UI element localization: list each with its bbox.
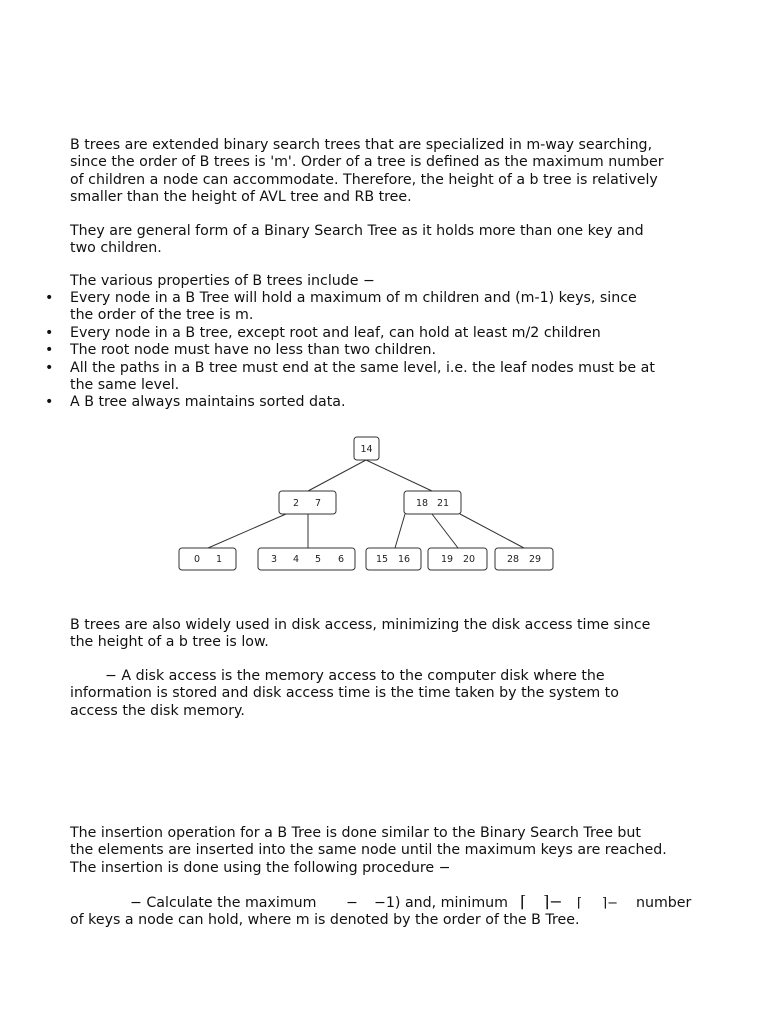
procedure-step xyxy=(70,892,710,930)
node-key: 4 xyxy=(292,554,300,565)
tree-edge xyxy=(366,460,432,491)
disk-access-paragraph xyxy=(70,668,702,720)
list-item xyxy=(70,342,710,359)
procedure-line2: of keys a node can hold, where m is denoted by the order of the B Tree. xyxy=(70,912,580,929)
tree-leaf xyxy=(258,548,355,570)
node-key: 0 xyxy=(193,554,201,565)
node-key: 1 xyxy=(215,554,223,565)
tree-leaf xyxy=(366,548,421,570)
list-item-line: • Every node in a B tree, except root and leaf, can hold at least m/2 children xyxy=(70,324,601,341)
node-key: 28 xyxy=(506,554,520,565)
general-form-line: They are general form of a Binary Search Tree as it holds more than one key and xyxy=(70,223,644,239)
list-item-line: the same level. xyxy=(70,377,180,394)
ceil-right-small: ⌉− xyxy=(602,896,618,911)
node-key: 2 xyxy=(292,498,300,509)
tree-node-root xyxy=(354,437,379,460)
tree-edge xyxy=(208,514,286,548)
node-key: 29 xyxy=(528,554,542,565)
list-item-line: • A B tree always maintains sorted data. xyxy=(70,394,346,411)
list-item-line: • Every node in a B Tree will hold a maximum of m children and (m-1) keys, since xyxy=(70,290,637,306)
tree-edge xyxy=(308,460,366,491)
node-key: 3 xyxy=(270,554,278,565)
intro-line: B trees are extended binary search trees that are specialized in m-way searching, xyxy=(70,137,653,153)
procedure-number: number xyxy=(636,895,692,911)
node-key: 19 xyxy=(440,554,454,565)
procedure-mid: −1) and, minimum xyxy=(374,895,508,911)
procedure-dash: − xyxy=(346,895,358,911)
node-key: 7 xyxy=(314,498,322,509)
procedure-lead: − Calculate the maximum xyxy=(130,895,317,911)
disk-usage-line: B trees are also widely used in disk access, minimizing the disk access time since xyxy=(70,617,651,633)
disk-access-line: information is stored and disk access time is the time taken by the system to xyxy=(70,685,619,702)
list-item xyxy=(70,325,710,342)
intro-line: of children a node can accommodate. Therefore, the height of a b tree is relatively xyxy=(70,171,658,188)
intro-line: since the order of B trees is 'm'. Order of a tree is defined as the maximum number xyxy=(70,154,664,171)
list-item-line: • All the paths in a B tree must end at the same level, i.e. the leaf nodes must be at xyxy=(70,359,655,376)
intro-line: smaller than the height of AVL tree and RB tree. xyxy=(70,189,412,206)
insertion-line: The insertion is done using the following procedure − xyxy=(70,859,451,876)
tree-edge xyxy=(395,514,405,548)
insertion-paragraph xyxy=(70,825,702,877)
disk-access-line: access the disk memory. xyxy=(70,702,245,719)
list-item xyxy=(70,360,710,395)
ceil-left-small: ⌈ xyxy=(577,896,583,911)
ceil-right: ⌉− xyxy=(543,892,563,911)
disk-usage-paragraph xyxy=(70,617,702,652)
properties-intro: The various properties of B trees include − xyxy=(70,273,375,289)
tree-node-right xyxy=(404,491,461,514)
node-key: 14 xyxy=(360,444,373,455)
node-key: 15 xyxy=(375,554,389,565)
general-form-paragraph xyxy=(70,223,702,258)
node-key: 6 xyxy=(337,554,345,565)
properties-list xyxy=(70,290,710,412)
node-key: 5 xyxy=(314,554,322,565)
b-tree-diagram xyxy=(0,430,768,580)
tree-leaf xyxy=(179,548,236,570)
list-item xyxy=(70,290,710,325)
node-key: 21 xyxy=(436,498,450,509)
insertion-line: The insertion operation for a B Tree is done similar to the Binary Search Tree but xyxy=(70,825,641,841)
list-item-line: • The root node must have no less than two children. xyxy=(70,342,437,359)
node-key: 18 xyxy=(415,498,429,509)
node-key: 16 xyxy=(397,554,411,565)
tree-leaf xyxy=(495,548,553,570)
tree-edge xyxy=(432,514,458,548)
tree-leaf xyxy=(428,548,487,570)
general-form-line: two children. xyxy=(70,240,162,257)
ceil-left: ⌈ xyxy=(520,892,527,911)
disk-access-line: − A disk access is the memory access to the computer disk where the xyxy=(105,668,605,684)
node-key: 20 xyxy=(462,554,476,565)
tree-node-left xyxy=(279,491,336,514)
intro-paragraph xyxy=(70,137,702,207)
disk-usage-line: the height of a b tree is low. xyxy=(70,634,269,651)
list-item-line: the order of the tree is m. xyxy=(70,307,254,324)
list-item xyxy=(70,394,710,411)
tree-edge xyxy=(460,514,524,548)
insertion-line: the elements are inserted into the same node until the maximum keys are reached. xyxy=(70,842,667,859)
